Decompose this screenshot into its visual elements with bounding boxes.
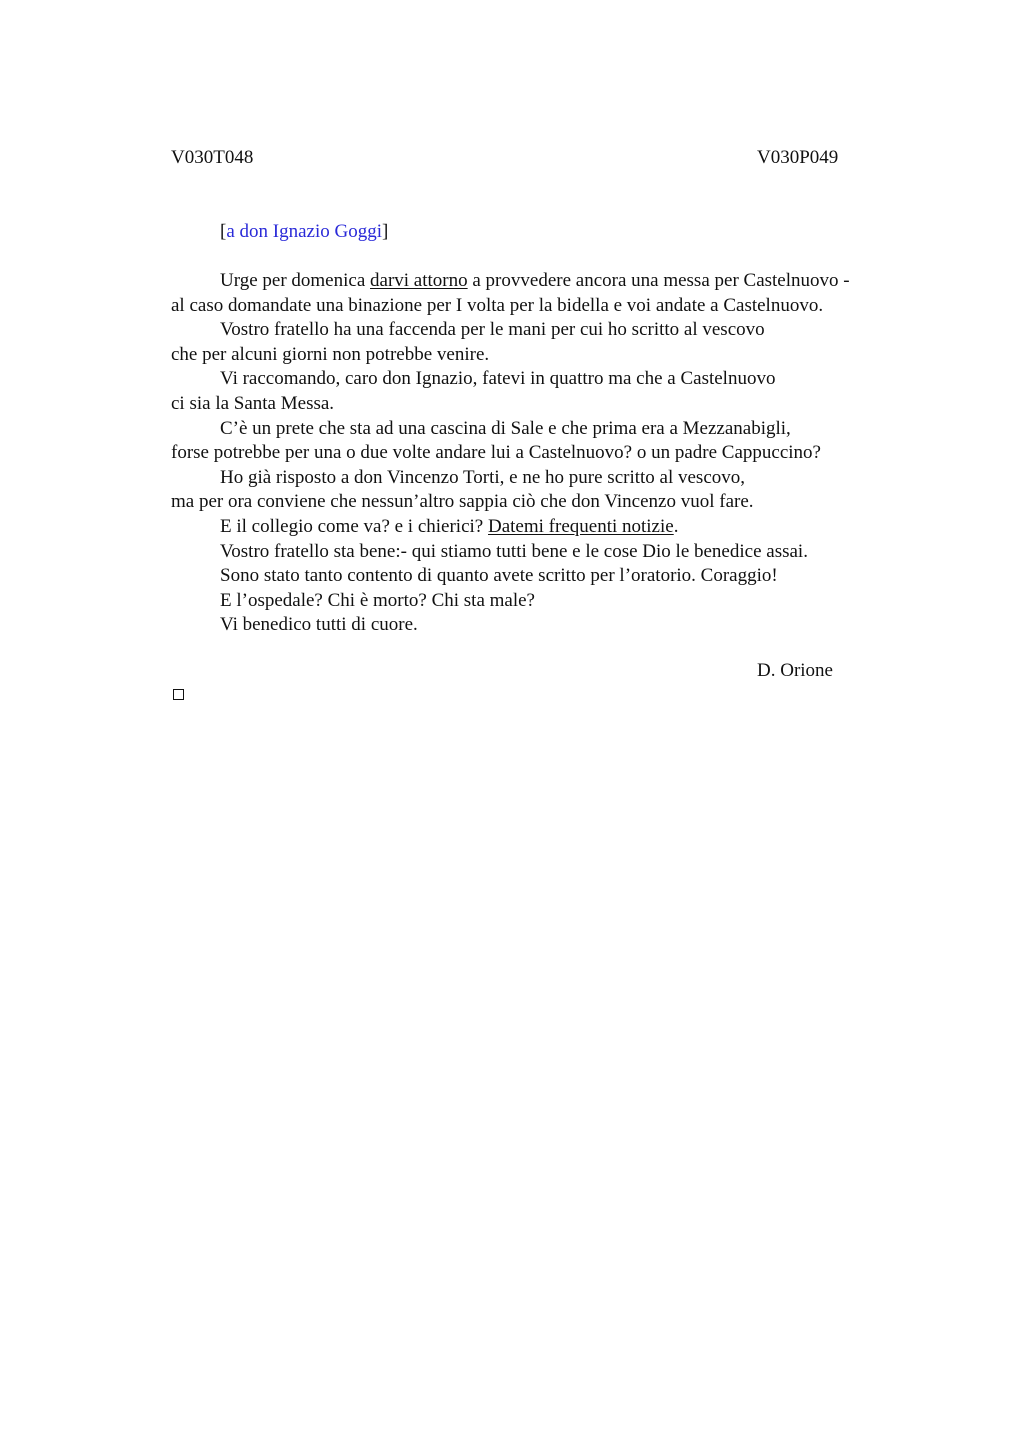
recipient-close-bracket: ] bbox=[381, 221, 389, 242]
letter-line: E l’ospedale? Chi è morto? Chi sta male? bbox=[220, 589, 535, 611]
letter-line: Vi raccomando, caro don Ignazio, fatevi in quattro ma che a Castelnuovo bbox=[220, 368, 776, 390]
letter-line: forse potrebbe per una o due volte andare lui a Castelnuovo? o un padre Cappuccino? bbox=[171, 442, 821, 464]
letter-body bbox=[171, 269, 850, 638]
letter-line bbox=[171, 515, 850, 540]
recipient-open-bracket: [ bbox=[220, 221, 227, 242]
letter-line: che per alcuni giorni non potrebbe venire. bbox=[171, 343, 490, 365]
letter-line: C’è un prete che sta ad una cascina di Sale e che prima era a Mezzanabigli, bbox=[220, 417, 791, 439]
document-reference-left: V030T048 bbox=[171, 147, 254, 168]
letter-line: Sono stato tanto contento di quanto avete scritto per l’oratorio. Coraggio! bbox=[220, 565, 778, 587]
document-reference-right: V030P049 bbox=[757, 147, 839, 168]
letter-text: . bbox=[673, 515, 679, 537]
letter-text: Urge per domenica bbox=[220, 270, 371, 291]
letter-line: ma per ora conviene che nessun’altro sappia ciò che don Vincenzo vuol fare. bbox=[171, 491, 754, 513]
recipient-link[interactable]: a don Ignazio Goggi bbox=[226, 221, 382, 242]
letter-line bbox=[171, 269, 850, 294]
letter-text: a provvedere ancora una messa per Castelnuovo - bbox=[467, 270, 850, 291]
letter-line: Vostro fratello ha una faccenda per le mani per cui ho scritto al vescovo bbox=[220, 319, 765, 341]
letter-underlined-text: Datemi frequenti notizie bbox=[488, 515, 674, 537]
end-of-document-box-icon bbox=[173, 689, 184, 700]
letter-line: ci sia la Santa Messa. bbox=[171, 392, 335, 414]
letter-line: Vi benedico tutti di cuore. bbox=[220, 614, 418, 636]
letter-line: Vostro fratello sta bene:- qui stiamo tutti bene e le cose Dio le benedice assai. bbox=[220, 540, 808, 562]
signature: D. Orione bbox=[757, 660, 833, 681]
letter-line: al caso domandate una binazione per I volta per la bidella e voi andate a Castelnuovo. bbox=[171, 294, 824, 316]
letter-text: E il collegio come va? e i chierici? bbox=[220, 515, 488, 537]
recipient-line bbox=[220, 221, 388, 243]
letter-line: Ho già risposto a don Vincenzo Torti, e ne ho pure scritto al vescovo, bbox=[220, 466, 746, 488]
letter-underlined-text: darvi attorno bbox=[370, 270, 468, 291]
